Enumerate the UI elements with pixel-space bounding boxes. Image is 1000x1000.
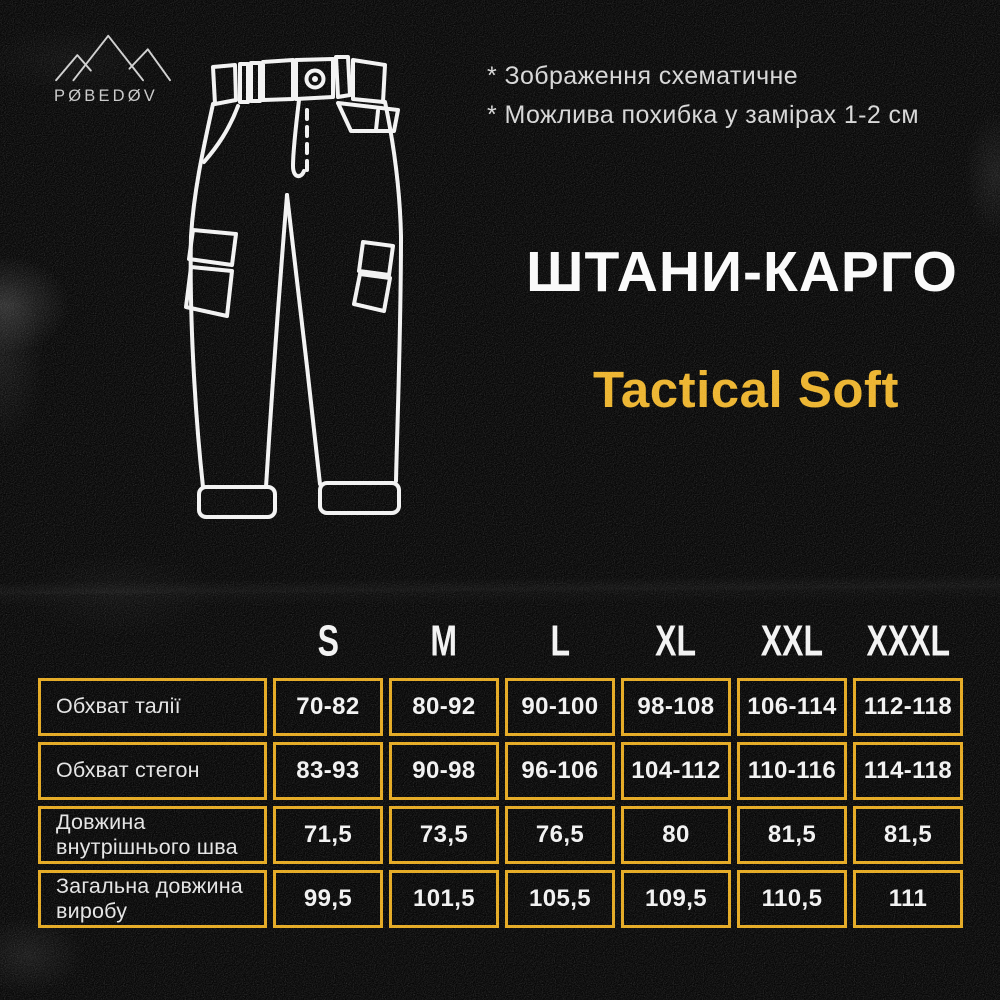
- measurement-value-cell: 106-114: [737, 678, 847, 736]
- measurement-row-label: Довжина внутрішнього шва: [38, 806, 267, 864]
- measurement-value-cell: 80: [621, 806, 731, 864]
- size-header-label: XXXL: [866, 616, 950, 665]
- measurement-value-cell: 111: [853, 870, 963, 928]
- size-header-label: M: [430, 616, 458, 665]
- measurement-value-cell: 81,5: [853, 806, 963, 864]
- pants-left-outer-seam: [191, 104, 213, 487]
- mountain-peaks-icon: [52, 30, 177, 86]
- size-header-label: L: [550, 616, 570, 665]
- size-header-l: [505, 616, 615, 666]
- disclaimer-line-2: * Можлива похибка у замірах 1-2 см: [487, 101, 919, 129]
- measurement-value-cell: 109,5: [621, 870, 731, 928]
- measurement-value-cell: 80-92: [389, 678, 499, 736]
- size-header-label: XL: [655, 616, 697, 665]
- measurement-value-cell: 104-112: [621, 742, 731, 800]
- brand-wordmark: PØBEDØV: [54, 87, 159, 105]
- size-header-xxxl: [853, 616, 963, 666]
- size-header-m: [389, 616, 499, 666]
- product-subtitle: Tactical Soft: [593, 361, 899, 418]
- measurement-value-cell: 90-98: [389, 742, 499, 800]
- size-header-spacer: [38, 616, 267, 666]
- disclaimer-notes: [487, 57, 919, 135]
- measurement-value-cell: 99,5: [273, 870, 383, 928]
- measurement-value-cell: 110,5: [737, 870, 847, 928]
- disclaimer-line-1: * Зображення схематичне: [487, 62, 799, 90]
- measurement-value-cell: 96-106: [505, 742, 615, 800]
- measurement-row-label: Загальна довжина виробу: [38, 870, 267, 928]
- texture-crease: [0, 575, 1000, 608]
- measurement-value-cell: 101,5: [389, 870, 499, 928]
- product-title: ШТАНИ-КАРГО: [526, 240, 958, 304]
- measurement-value-cell: 90-100: [505, 678, 615, 736]
- measurement-row-label: Обхват талії: [38, 678, 267, 736]
- size-header-s: [273, 616, 383, 666]
- measurement-value-cell: 81,5: [737, 806, 847, 864]
- measurement-value-cell: 71,5: [273, 806, 383, 864]
- measurement-value-cell: 114-118: [853, 742, 963, 800]
- measurement-value-cell: 110-116: [737, 742, 847, 800]
- pants-right-cuff: [320, 483, 399, 513]
- measurement-value-cell: 112-118: [853, 678, 963, 736]
- measurement-value-cell: 76,5: [505, 806, 615, 864]
- measurement-value-cell: 98-108: [621, 678, 731, 736]
- measurement-value-cell: 70-82: [273, 678, 383, 736]
- size-table: [38, 678, 963, 928]
- pants-right-cargo-pocket: [354, 242, 393, 311]
- pants-left-inseam: [266, 195, 287, 487]
- size-header-row: [38, 616, 963, 666]
- pants-belt: [213, 57, 385, 104]
- measurement-value-cell: 73,5: [389, 806, 499, 864]
- cargo-pants-illustration-icon: [183, 40, 409, 525]
- measurement-value-cell: 83-93: [273, 742, 383, 800]
- measurement-row-label: Обхват стегон: [38, 742, 267, 800]
- size-header-label: S: [317, 616, 339, 665]
- size-header-label: XXL: [760, 616, 824, 665]
- pants-left-cargo-pocket: [186, 230, 236, 316]
- size-header-xxl: [737, 616, 847, 666]
- measurement-value-cell: 105,5: [505, 870, 615, 928]
- pants-left-cuff: [199, 487, 275, 517]
- pants-right-inseam: [287, 195, 320, 484]
- brand-logo: [52, 30, 180, 106]
- pants-fly-seam: [293, 100, 304, 176]
- size-header-xl: [621, 616, 731, 666]
